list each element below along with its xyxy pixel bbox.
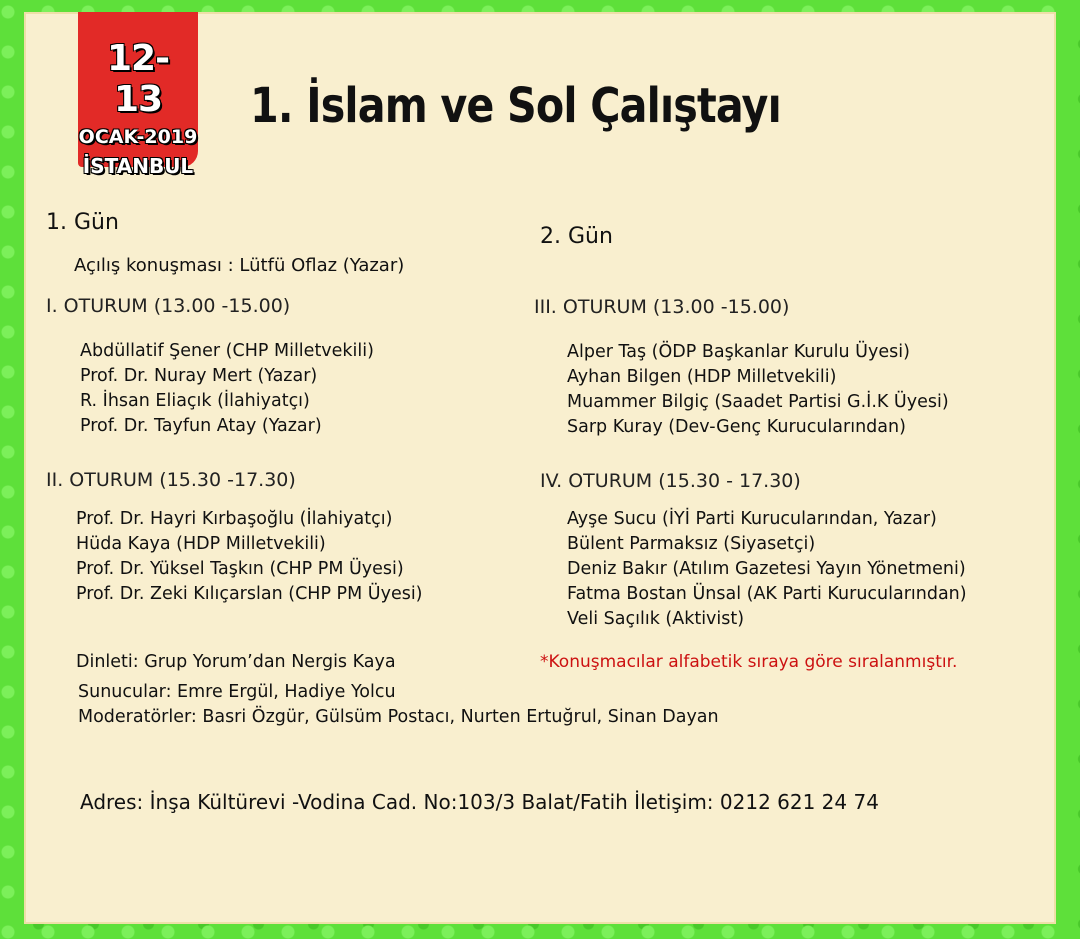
session-3-title: III. OTURUM (13.00 -15.00)	[534, 296, 790, 318]
badge-month: OCAK-2019	[78, 126, 198, 148]
listening-text: Dinleti: Grup Yorum’dan Nergis Kaya	[76, 652, 396, 672]
session-2-title: II. OTURUM (15.30 -17.30)	[46, 469, 296, 491]
session-2-speakers	[76, 507, 423, 607]
alphabetical-note: *Konuşmacılar alfabetik sıraya göre sıralanmıştır.	[540, 652, 958, 672]
list-item: Bülent Parmaksız (Siyasetçi)	[567, 534, 816, 554]
session-3-speakers	[567, 340, 949, 440]
presenters-text: Sunucular: Emre Ergül, Hadiye Yolcu	[78, 682, 396, 702]
list-item: Hüda Kaya (HDP Milletvekili)	[76, 534, 326, 554]
opening-speech: Açılış konuşması : Lütfü Oflaz (Yazar)	[74, 255, 405, 276]
list-item: Veli Saçılık (Aktivist)	[567, 609, 745, 629]
day1-label: 1. Gün	[46, 210, 119, 235]
list-item: Prof. Dr. Hayri Kırbaşoğlu (İlahiyatçı)	[76, 509, 393, 529]
list-item: R. İhsan Eliaçık (İlahiyatçı)	[80, 391, 310, 411]
list-item: Prof. Dr. Zeki Kılıçarslan (CHP PM Üyesi)	[76, 584, 423, 604]
list-item: Abdüllatif Şener (CHP Milletvekili)	[80, 341, 374, 361]
list-item: Sarp Kuray (Dev-Genç Kurucularından)	[567, 417, 906, 437]
list-item: Prof. Dr. Nuray Mert (Yazar)	[80, 366, 318, 386]
badge-city: İSTANBUL	[82, 154, 194, 178]
page-title: 1. İslam ve Sol Çalıştayı	[250, 78, 781, 134]
badge-days: 12- 13	[106, 38, 170, 120]
address-text: Adres: İnşa Kültürevi -Vodina Cad. No:103/3 Balat/Fatih İletişim: 0212 621 24 74	[80, 790, 879, 814]
session-1-title: I. OTURUM (13.00 -15.00)	[46, 295, 291, 317]
list-item: Fatma Bostan Ünsal (AK Parti Kurucularından)	[567, 584, 967, 604]
session-4-speakers	[567, 507, 967, 632]
list-item: Ayşe Sucu (İYİ Parti Kurucularından, Yazar)	[567, 509, 937, 529]
list-item: Prof. Dr. Yüksel Taşkın (CHP PM Üyesi)	[76, 559, 404, 579]
moderators-text: Moderatörler: Basri Özgür, Gülsüm Postacı, Nurten Ertuğrul, Sinan Dayan	[78, 707, 719, 727]
list-item: Prof. Dr. Tayfun Atay (Yazar)	[80, 416, 322, 436]
session-1-speakers	[80, 339, 374, 439]
list-item: Deniz Bakır (Atılım Gazetesi Yayın Yönetmeni)	[567, 559, 966, 579]
session-4-title: IV. OTURUM (15.30 - 17.30)	[540, 470, 801, 492]
day2-label: 2. Gün	[540, 224, 613, 249]
list-item: Alper Taş (ÖDP Başkanlar Kurulu Üyesi)	[567, 342, 910, 362]
list-item: Muammer Bilgiç (Saadet Partisi G.İ.K Üyesi)	[567, 392, 949, 412]
list-item: Ayhan Bilgen (HDP Milletvekili)	[567, 367, 837, 387]
date-badge	[78, 12, 198, 178]
